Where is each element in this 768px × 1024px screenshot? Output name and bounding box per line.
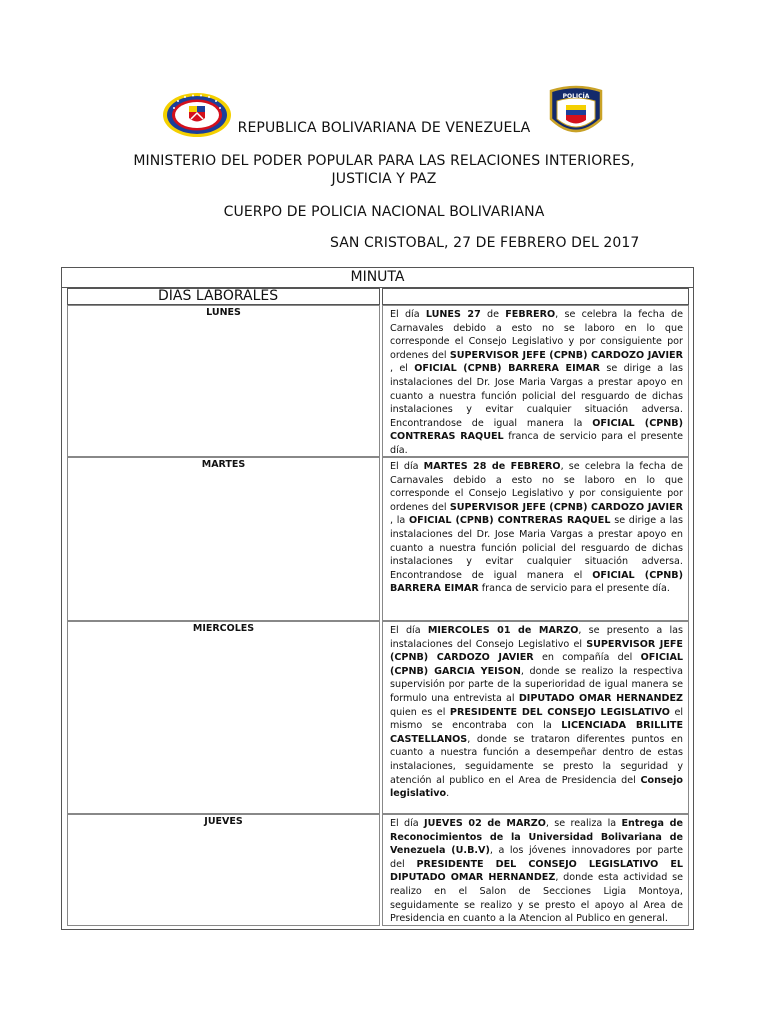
ministry-title-line1: MINISTERIO DEL PODER POPULAR PARA LAS RELACIONES INTERIORES, (133, 153, 635, 169)
text-run: , la (390, 515, 410, 527)
bold-text-run: FEBRERO (505, 309, 556, 320)
text-run: El día (390, 309, 426, 320)
day-label: MIERCOLES (67, 621, 380, 814)
bold-text-run: MARTES 28 de FEBRERO (423, 461, 561, 472)
day-description (382, 457, 689, 621)
bold-text-run: OFICIAL (CPNB) BARRERA EIMAR (390, 569, 683, 595)
bold-text-run: SUPERVISOR JEFE (CPNB) CARDOZO JAVIER (390, 638, 683, 664)
text-run: , se presento a las instalaciones del Consejo Legislativo el (390, 625, 683, 650)
day-description (382, 621, 689, 814)
text-run: se dirige a las instalaciones del Dr. Jose Maria Vargas a prestar apoyo en cuanto a nuestra función policial del resguardo de dichas instalaciones y evitar cualquier situación adversa. Encontrandose de igual manera el (390, 515, 683, 581)
text-run: , donde se trataron diferentes puntos en cuanto a nuestra función a desempeñar dentro de estas instalaciones, seguidamente se presto la seguridad y atención al publico en el Area de Presidencia del (390, 733, 683, 786)
text-run: El día (390, 461, 424, 472)
text-run: El día (390, 818, 425, 829)
bold-text-run: DIPUTADO OMAR HERNANDEZ (518, 692, 683, 704)
bold-text-run: OFICIAL (CPNB) CONTRERAS RAQUEL (390, 417, 683, 443)
bold-text-run: OFICIAL (CPNB) CONTRERAS RAQUEL (409, 515, 611, 527)
place-date: SAN CRISTOBAL, 27 DE FEBRERO DEL 2017 (330, 235, 640, 251)
table-row-lunes (67, 305, 689, 457)
text-run: , donde se realizo la respectiva supervisión por parte de la superioridad de igual manera se formulo una entrevista al (390, 665, 683, 704)
day-label: LUNES (67, 305, 380, 457)
bold-text-run: JUEVES 02 de MARZO (424, 818, 546, 829)
bold-text-run: PRESIDENTE DEL CONSEJO LEGISLATIVO EL DIPUTADO OMAR HERNANDEZ (390, 858, 683, 884)
column-header-dias-laborales: DIAS LABORALES (67, 288, 380, 305)
day-description (382, 814, 689, 926)
badge-text: POLICÍA (562, 93, 590, 100)
bold-text-run: SUPERVISOR JEFE (CPNB) CARDOZO JAVIER (449, 501, 683, 513)
minuta-table (61, 267, 694, 930)
text-run: de (480, 309, 506, 320)
bold-text-run: MIERCOLES 01 de MARZO (427, 625, 579, 636)
table-row-jueves (67, 814, 689, 926)
corps-title: CUERPO DE POLICIA NACIONAL BOLIVARIANA (223, 204, 545, 220)
text-run: el mismo se encontraba con la (390, 706, 684, 732)
bold-text-run: Entrega de Reconocimientos de la Universidad Bolivariana de Venezuela (U.B.V) (390, 818, 683, 857)
day-label: JUEVES (67, 814, 380, 926)
bold-text-run: Consejo legislativo (390, 774, 683, 800)
text-run: franca de servicio para el presente día. (390, 431, 684, 456)
bold-text-run: LICENCIADA BRILLITE CASTELLANOS (390, 720, 684, 745)
text-run: se dirige a las instalaciones del Dr. Jose Maria Vargas a prestar apoyo en cuanto a nuestra función policial del resguardo de dichas instalaciones y evitar cualquier situación adversa. Encontrandose de igual manera la (390, 363, 683, 429)
day-description (382, 305, 689, 457)
text-run: , se celebra la fecha de Carnavales debido a esto no se laboro en lo que corresponde el Consejo Legislativo y por consiguiente por ordenes del (390, 461, 683, 513)
text-run: , se celebra la fecha de Carnavales debido a esto no se laboro en lo que corresponde el Consejo Legislativo y por consiguiente por ordenes del (390, 309, 683, 361)
text-run: en compañía del (533, 652, 641, 664)
bold-text-run: SUPERVISOR JEFE (CPNB) CARDOZO JAVIER (449, 349, 683, 361)
text-run: , a los jóvenes innovadores por parte del (390, 845, 684, 870)
column-header-empty (382, 288, 689, 305)
text-run: , el (390, 363, 415, 375)
table-row-martes (67, 457, 689, 621)
day-label: MARTES (67, 457, 380, 621)
bold-text-run: OFICIAL (CPNB) GARCIA YEISON (390, 652, 683, 677)
bold-text-run: LUNES 27 (425, 309, 481, 320)
table-row-miercoles (67, 621, 689, 814)
republic-title: REPUBLICA BOLIVARIANA DE VENEZUELA (237, 120, 531, 136)
text-run: quien es el (390, 706, 450, 718)
bold-text-run: PRESIDENTE DEL CONSEJO LEGISLATIVO (449, 706, 670, 718)
table-title: MINUTA (62, 268, 693, 288)
text-run: El día (390, 625, 428, 636)
text-run: franca de servicio para el presente día. (478, 583, 670, 595)
bold-text-run: OFICIAL (CPNB) BARRERA EIMAR (414, 363, 601, 375)
text-run: . (446, 788, 450, 800)
text-run: , se realiza la (545, 818, 622, 829)
ministry-title-line2: JUSTICIA Y PAZ (331, 171, 437, 187)
text-run: , donde esta actividad se realizo en el Salon de Secciones Ligia Montoya, seguidamente se realizo y se presto el apoyo al Area de Presidencia en cuanto a la Atencion al Publico en general. (390, 872, 683, 925)
